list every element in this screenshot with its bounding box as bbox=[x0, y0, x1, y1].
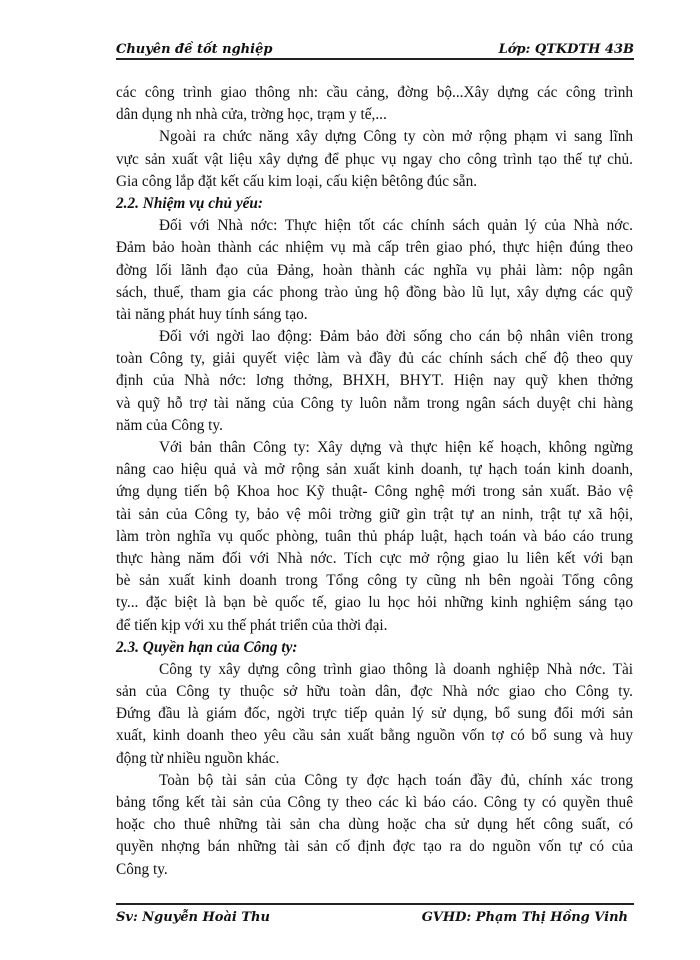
text-line: ứng dụng tiến bộ Khoa hoc Kỹ thuật- Công nghệ mới trong sản xuất. Bảo vệ bbox=[116, 483, 633, 501]
text-line: Đối với Nhà nớc: Thực hiện tốt các chính sách quản lý của Nhà nớc. bbox=[159, 217, 633, 235]
text-line: năm của Công ty. bbox=[116, 416, 223, 434]
footer-student: Sv: Nguyễn Hoài Thu bbox=[116, 910, 270, 925]
text-line: định của Nhà nớc: lơng thởng, BHXH, BHYT. Hiện nay quỹ khen thởng bbox=[116, 372, 633, 390]
text-line: để tiến kịp với xu thế phát triển của thời đại. bbox=[116, 616, 388, 634]
text-line: Gia công lắp đặt kết cấu kim loại, cấu kiện bêtông đúc sẵn. bbox=[116, 172, 478, 190]
text-line: Đối với ngời lao động: Đảm bảo đời sống cho cán bộ nhân viên trong bbox=[159, 328, 633, 346]
header-class: Lớp: QTKDTH 43B bbox=[498, 42, 634, 57]
section-heading: 2.3. Quyền hạn của Công ty: bbox=[116, 638, 298, 656]
text-line: tài sản của Công ty, bảo vệ môi trờng giữ gìn trật tự an ninh, trật tự xã hội, bbox=[116, 505, 633, 523]
text-line: bảng tổng kết tài sản của Công ty theo các kì báo cáo. Công ty có quyền thuê bbox=[116, 794, 633, 811]
text-line: bè sản xuất kinh doanh trong Tổng công ty cũng nh bên ngoài Tổng công bbox=[116, 572, 633, 590]
text-line: thực hàng năm đối với Nhà nớc. Tích cực mở rộng giao lu liên kết với bạn bbox=[116, 549, 633, 567]
page-footer bbox=[116, 903, 634, 927]
text-line: và quỹ hỗ trợ tài năng của Công ty luôn nằm trong ngân sách duyệt chi hàng bbox=[116, 394, 633, 412]
text-line: Với bản thân Công ty: Xây dựng và thực hiện kế hoạch, không ngừng bbox=[159, 439, 633, 456]
header-title: Chuyên đề tốt nghiệp bbox=[116, 42, 273, 57]
text-line: dân dụng nh nhà cửa, trờng học, trạm y tế,... bbox=[116, 106, 387, 124]
text-line: vực sản xuất vật liệu xây dựng để phục vụ ngay cho công trình tạo thế tự chủ. bbox=[116, 150, 633, 168]
text-line: Toàn bộ tài sản của Công ty đợc hạch toán đầy đủ, chính xác trong bbox=[159, 771, 633, 789]
text-line: động từ nhiều nguồn khác. bbox=[116, 749, 280, 767]
text-line: sản của Công ty thuộc sở hữu toàn dân, đợc Nhà nớc giao cho Công ty. bbox=[116, 683, 633, 701]
text-line: quyền nhợng bán những tài sản cố định đợc tạo ra do nguồn vốn tự có của bbox=[116, 838, 633, 856]
text-line: ty... đặc biệt là bạn bè quốc tế, giao lu học hỏi những kinh nghiệm sáng tạo bbox=[116, 594, 633, 612]
text-line: làm tròn nghĩa vụ quốc phòng, tuân thủ pháp luật, hạch toán và báo cáo trung bbox=[116, 527, 633, 545]
text-line: Đảm bảo hoàn thành các nhiệm vụ mà cấp trên giao phó, thực hiện đúng theo bbox=[116, 239, 633, 257]
footer-supervisor: GVHD: Phạm Thị Hồng Vinh bbox=[421, 910, 628, 925]
section-heading: 2.2. Nhiệm vụ chủ yếu: bbox=[116, 194, 264, 212]
text-line: Đứng đầu là giám đốc, ngời trực tiếp quản lý sử dụng, bổ sung đổi mới sản bbox=[116, 705, 633, 723]
text-line: các công trình giao thông nh: cầu cảng, đờng bộ...Xây dựng các công trình bbox=[116, 84, 633, 101]
document-body bbox=[116, 82, 633, 881]
text-line: Ngoài ra chức năng xây dựng Công ty còn mở rộng phạm vi sang lĩnh bbox=[159, 128, 633, 146]
text-line: sách, thuế, tham gia các phong trào ủng hộ đồng bào lũ lụt, xây dựng các quỹ bbox=[116, 283, 633, 301]
text-line: Công ty xây dựng công trình giao thông là doanh nghiệp Nhà nớc. Tài bbox=[159, 660, 633, 678]
text-line: Công ty. bbox=[116, 860, 168, 878]
page-header bbox=[116, 38, 634, 60]
text-line: toàn Công ty, giải quyết việc làm và đầy đủ các chính sách chế độ theo quy bbox=[116, 350, 633, 368]
text-line: đờng lối lãnh đạo của Đảng, hoàn thành các nghĩa vụ phải làm: nộp ngân bbox=[116, 261, 633, 279]
text-line: tài năng phát huy tính sáng tạo. bbox=[116, 305, 308, 323]
text-line: nâng cao hiệu quả và mở rộng sản xuất kinh doanh, tự hạch toán kinh doanh, bbox=[116, 461, 633, 479]
text-line: hoặc cho thuê những tài sản cha dùng hoặc cha sử dụng hết công suất, có bbox=[116, 816, 633, 834]
text-line: xuất, kinh doanh theo yêu cầu sản xuất bằng nguồn vốn tợ có bổ sung và huy bbox=[116, 727, 633, 745]
